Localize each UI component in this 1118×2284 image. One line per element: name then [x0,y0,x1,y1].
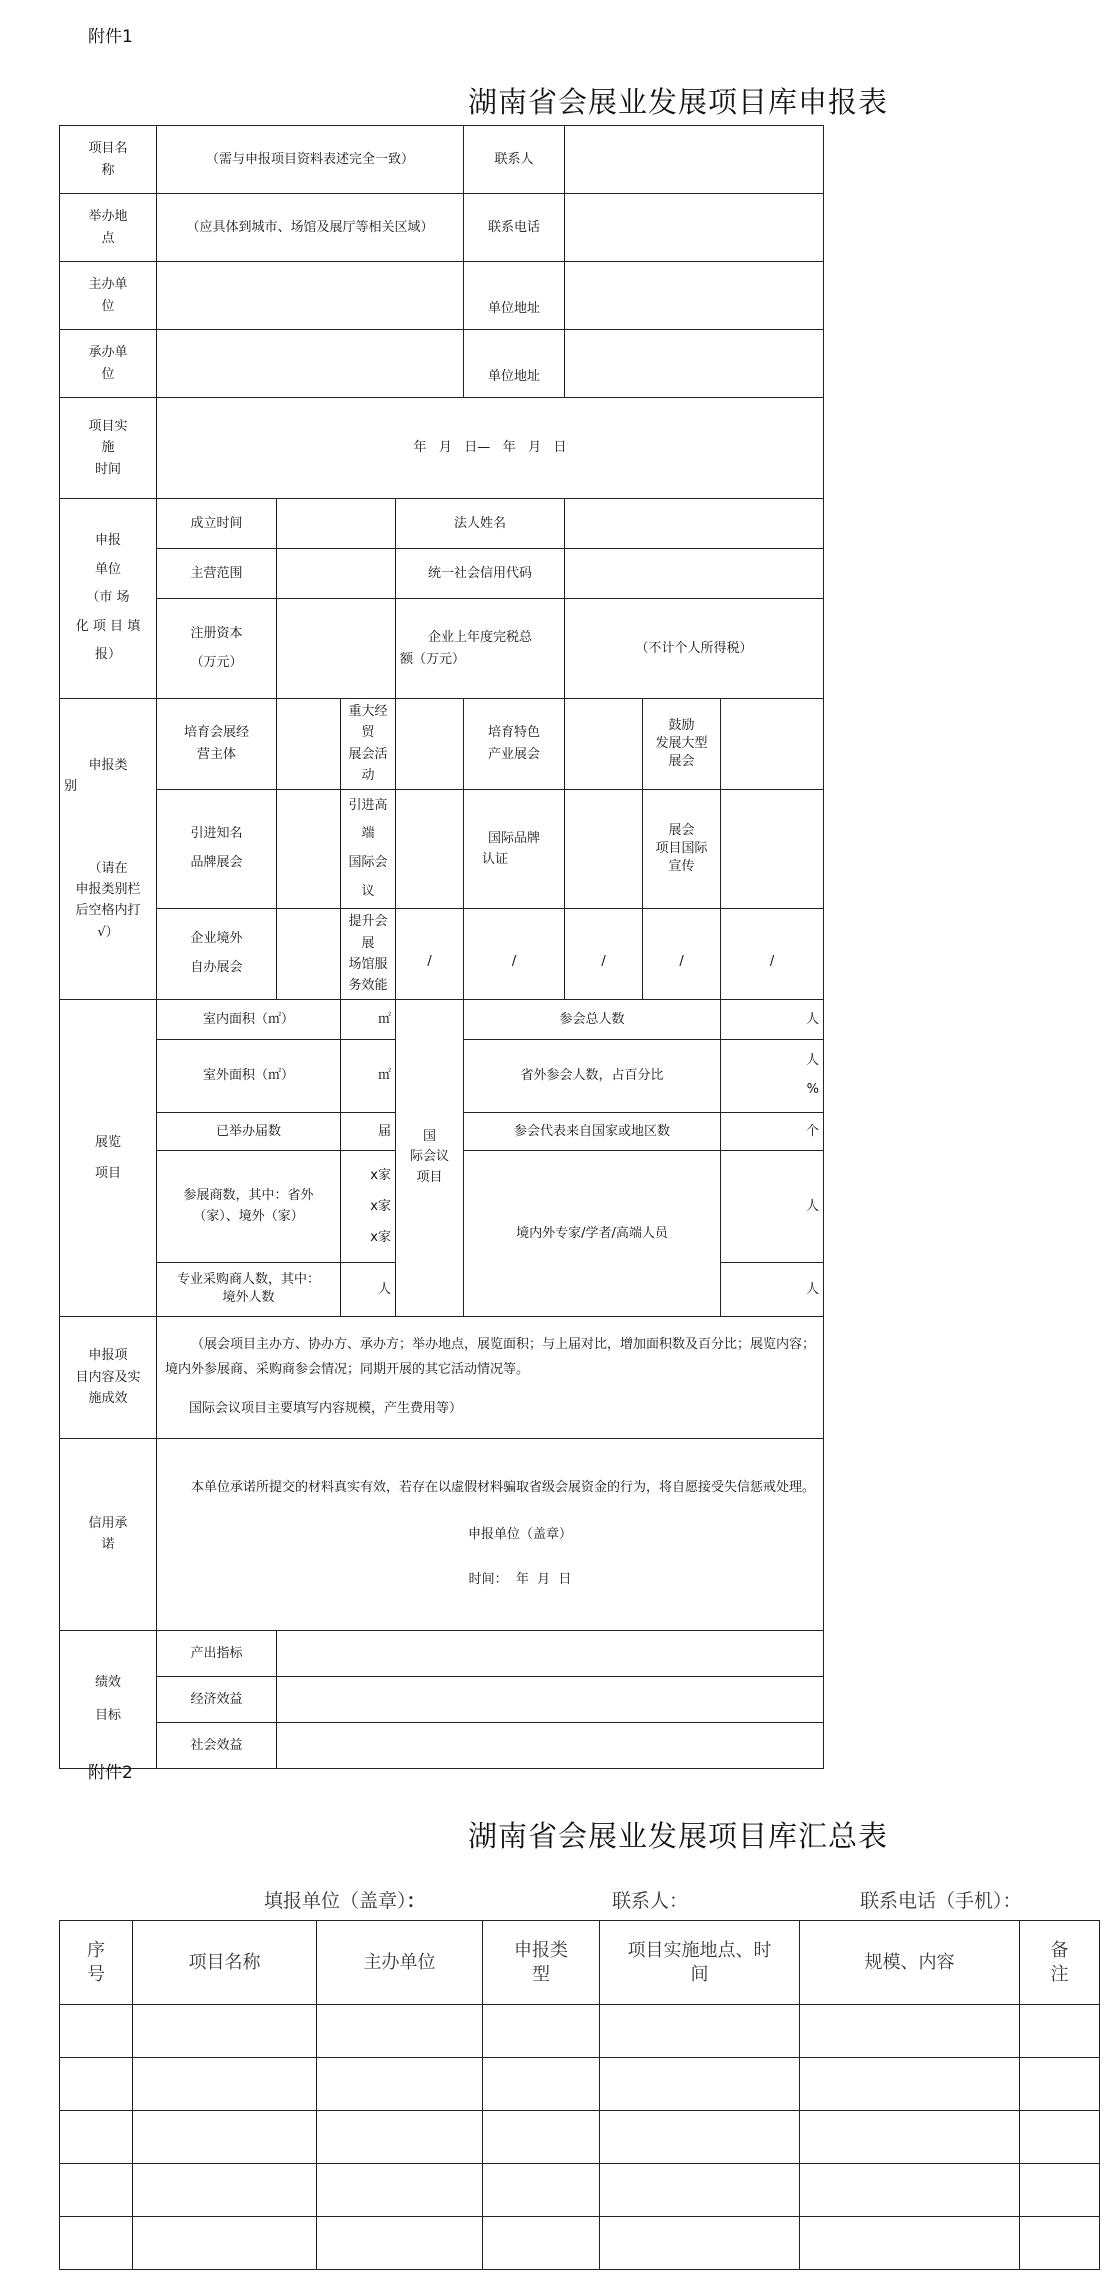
table-row [60,2164,1100,2217]
filler-label: 填报单位（盖章）： [264,1890,426,1912]
row-performance-3 [60,1722,824,1768]
category-c9-check[interactable] [277,909,341,1000]
attachment1-title: 湖南省会展业发展项目库申报表 [468,85,889,119]
category-c3-check[interactable] [565,699,643,790]
category-c3: 培育特色 产业展会 [464,699,565,790]
founded-label: 成立时间 [157,499,277,549]
category-c6: 引进高端 国际会议 [341,789,396,908]
cell[interactable] [600,2058,800,2111]
outdoor-area-field[interactable]: ㎡ [341,1039,396,1112]
category-c4: 鼓励 发展大型 展会 [643,699,721,790]
col-scale: 规模、内容 [800,1921,1020,2005]
category-c8: 展会 项目国际 宣传 [643,789,721,908]
col-remark: 备 注 [1020,1921,1100,2005]
performance-label: 绩效 目标 [60,1630,157,1768]
organizer-label: 承办单 位 [60,330,157,398]
indoor-area-label: 室内面积（㎡） [157,999,341,1039]
row-applicant-2 [60,549,824,599]
out-province-label: 省外参会人数，占百分比 [464,1039,721,1112]
slash-2: / [464,909,565,1000]
cell[interactable] [317,2005,483,2058]
cell[interactable] [600,2217,800,2270]
category-c10: 提升会展 场馆服务效能 [341,909,396,1000]
countries-label: 参会代表来自国家或地区数 [464,1112,721,1150]
cell[interactable] [60,2164,133,2217]
cell[interactable] [317,2111,483,2164]
founded-field[interactable] [277,499,396,549]
tax-field[interactable]: （不计个人所得税） [565,599,824,699]
category-label: 申报类 别 （请在 申报类别栏 后空格内打 √） [60,699,157,1000]
sessions-field[interactable]: 届 [341,1112,396,1150]
row-category-3 [60,909,824,1000]
organizer-address-label: 单位地址 [464,330,565,398]
category-c1-check[interactable] [277,699,341,790]
content-label: 申报项 目内容及实 施成效 [60,1316,157,1438]
cell[interactable] [60,2217,133,2270]
category-c1: 培育会展经 营主体 [157,699,277,790]
experts-label: 境内外专家/学者/高端人员 [464,1150,721,1316]
cell[interactable] [600,2164,800,2217]
cell[interactable] [317,2217,483,2270]
category-c8-check[interactable] [721,789,824,908]
seal-label: 申报单位（盖章） [468,1527,573,1543]
col-type: 申报类 型 [483,1921,600,2005]
host-label: 主办单 位 [60,262,157,330]
promise-label: 信用承 诺 [60,1438,157,1630]
row-promise [60,1438,824,1630]
col-place-time: 项目实施地点、时 间 [600,1921,800,2005]
cell[interactable] [1020,2164,1100,2217]
venue-label: 举办地 点 [60,194,157,262]
summary-table [59,1920,1100,2270]
table-row [60,2217,1100,2270]
slash-3: / [565,909,643,1000]
slash-5: / [721,909,824,1000]
col-seq: 序 号 [60,1921,133,2005]
cell[interactable] [483,2164,600,2217]
row-applicant-3 [60,599,824,699]
organizer-address-field[interactable] [565,330,824,398]
social-label: 社会效益 [157,1722,277,1768]
row-content [60,1316,824,1438]
cell[interactable] [483,2005,600,2058]
legal-rep-field[interactable] [565,499,824,549]
table-row [60,2058,1100,2111]
host-field[interactable] [157,262,464,330]
cell[interactable] [1020,2058,1100,2111]
capital-label: 注册资本 （万元） [157,599,277,699]
promise-field[interactable]: 本单位承诺所提交的材料真实有效，若存在以虚假材料骗取省级会展资金的行为，将自愿接受失信惩戒处理。 申报单位（盖章） 时间： 年 月 日 [157,1438,824,1630]
credit-code-label: 统一社会信用代码 [396,549,565,599]
cell[interactable] [133,2005,317,2058]
exhibitors-label: 参展商数，其中：省外 （家）、境外（家） [157,1150,341,1262]
attachment2-title: 湖南省会展业发展项目库汇总表 [468,1819,889,1853]
applicant-label: 申报 单位 （市 场 化 项 目 填 报） [60,499,157,699]
host-address-field[interactable] [565,262,824,330]
economic-label: 经济效益 [157,1676,277,1722]
cell[interactable] [133,2164,317,2217]
cell[interactable] [483,2217,600,2270]
row-period [60,398,824,499]
social-field[interactable] [277,1722,824,1768]
attendees-field[interactable]: 人 [721,999,824,1039]
category-c5-check[interactable] [277,789,341,908]
cell[interactable] [1020,2111,1100,2164]
capital-field[interactable] [277,599,396,699]
conference-label: 国 际会议 项目 [396,999,464,1316]
cell[interactable] [1020,2217,1100,2270]
category-c2: 重大经贸 展会活动 [341,699,396,790]
cell[interactable] [483,2058,600,2111]
cell[interactable] [483,2111,600,2164]
attachment2-label: 附件2 [88,1763,133,1783]
indoor-area-field[interactable]: ㎡ [341,999,396,1039]
promise-time: 时间： 年 月 日 [468,1571,572,1587]
slash-1: / [396,909,464,1000]
row-applicant-1 [60,499,824,549]
contact-label: 联系人 [464,126,565,194]
economic-field[interactable] [277,1676,824,1722]
slash-4: / [643,909,721,1000]
row-exhibition-1 [60,999,824,1039]
buyers-label: 专业采购商人数，其中： 境外人数 [157,1262,341,1316]
credit-code-field[interactable] [565,549,824,599]
output-field[interactable] [277,1630,824,1676]
out-province-field[interactable]: 人 % [721,1039,824,1112]
cell[interactable] [600,2111,800,2164]
attachment1-label: 附件1 [88,27,133,47]
row-host [60,262,824,330]
organizer-field[interactable] [157,330,464,398]
cell[interactable] [800,2058,1020,2111]
cell[interactable] [60,2111,133,2164]
cell[interactable] [133,2217,317,2270]
period-label: 项目实 施 时间 [60,398,157,499]
tax-label: 企业上年度完税总 额（万元） [396,599,565,699]
category-c9: 企业境外 自办展会 [157,909,277,1000]
category-c6-check[interactable] [396,789,464,908]
col-host: 主办单位 [317,1921,483,2005]
cell[interactable] [1020,2005,1100,2058]
row-category-1 [60,699,824,790]
category-c5: 引进知名 品牌展会 [157,789,277,908]
row-category-2 [60,789,824,908]
summary-header-row [60,1921,1100,2005]
cell[interactable] [133,2111,317,2164]
exhibition-label: 展览 项目 [60,999,157,1316]
attendees-label: 参会总人数 [464,999,721,1039]
category-c7: 国际品牌 认证 [464,789,565,908]
cell[interactable] [317,2058,483,2111]
cell[interactable] [800,2005,1020,2058]
cell[interactable] [133,2058,317,2111]
row-performance-1 [60,1630,824,1676]
row-organizer [60,330,824,398]
table-row [60,2111,1100,2164]
category-c4-check[interactable] [721,699,824,790]
row-project-name [60,126,824,194]
experts-field-2[interactable]: 人 [721,1262,824,1316]
venue-field[interactable]: （应具体到城市、场馆及展厅等相关区域） [157,194,464,262]
application-form-table [59,125,824,1769]
row-venue [60,194,824,262]
cell[interactable] [600,2005,800,2058]
content-field[interactable]: （展会项目主办方、协办方、承办方；举办地点，展览面积；与上届对比，增加面积数及百分比；展览内容；境内外参展商、采购商参会情况；同期开展的其它活动情况等。 国际会议项目主要填写内容规模，产生费用等） [157,1316,824,1438]
row-performance-2 [60,1676,824,1722]
experts-field-1[interactable]: 人 [721,1150,824,1262]
contact-field[interactable] [565,126,824,194]
cell[interactable] [800,2164,1020,2217]
project-name-field[interactable]: （需与申报项目资料表述完全一致） [157,126,464,194]
cell[interactable] [800,2217,1020,2270]
output-label: 产出指标 [157,1630,277,1676]
outdoor-area-label: 室外面积（㎡） [157,1039,341,1112]
category-c2-check[interactable] [396,699,464,790]
cell[interactable] [60,2058,133,2111]
phone-label: 联系电话 [464,194,565,262]
buyers-field[interactable]: 人 [341,1262,396,1316]
project-name-label: 项目名 称 [60,126,157,194]
summary-contact-label: 联系人： [612,1890,689,1912]
scope-field[interactable] [277,549,396,599]
period-field[interactable]: 年 月 日— 年 月 日 [157,398,824,499]
table-row [60,2005,1100,2058]
cell[interactable] [60,2005,133,2058]
cell[interactable] [800,2111,1020,2164]
category-c7-check[interactable] [565,789,643,908]
col-name: 项目名称 [133,1921,317,2005]
scope-label: 主营范围 [157,549,277,599]
host-address-label: 单位地址 [464,262,565,330]
exhibitors-field[interactable]: x家 x家 x家 [341,1150,396,1262]
countries-field[interactable]: 个 [721,1112,824,1150]
legal-rep-label: 法人姓名 [396,499,565,549]
cell[interactable] [317,2164,483,2217]
sessions-label: 已举办届数 [157,1112,341,1150]
phone-field[interactable] [565,194,824,262]
summary-phone-label: 联系电话（手机）： [860,1890,1022,1912]
